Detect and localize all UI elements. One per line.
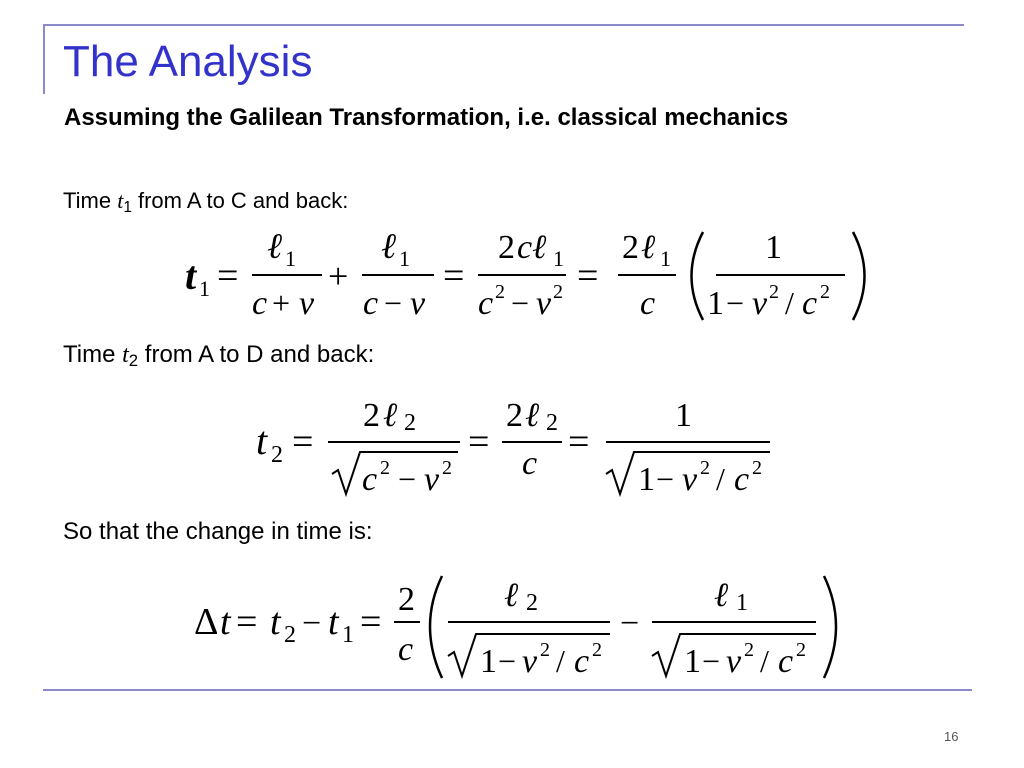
svg-text:ℓ: ℓ — [267, 226, 282, 266]
svg-text:v: v — [410, 285, 426, 322]
svg-text:c: c — [363, 285, 379, 322]
page-number: 16 — [944, 729, 959, 744]
svg-text:−: − — [398, 461, 417, 497]
svg-text:1: 1 — [660, 246, 671, 271]
svg-text:−: − — [302, 605, 322, 642]
svg-text:−: − — [620, 605, 640, 642]
svg-text:+: + — [272, 285, 291, 321]
svg-text:=: = — [443, 255, 465, 297]
svg-text:+: + — [328, 256, 349, 296]
svg-text:2: 2 — [592, 639, 602, 661]
svg-text:c: c — [802, 285, 818, 322]
svg-text:−: − — [726, 285, 745, 321]
equation-t1-svg — [180, 226, 870, 326]
svg-text:−: − — [498, 643, 517, 679]
svg-text:−: − — [656, 461, 675, 497]
svg-text:c: c — [362, 461, 378, 498]
svg-text:−: − — [511, 285, 530, 321]
svg-text:ℓ: ℓ — [641, 229, 656, 266]
svg-text:1: 1 — [285, 246, 296, 271]
svg-text:2: 2 — [363, 397, 380, 434]
svg-text:1: 1 — [342, 622, 354, 648]
svg-text:c: c — [522, 445, 538, 482]
svg-text:v: v — [299, 285, 315, 322]
svg-text:2: 2 — [271, 442, 283, 468]
svg-text:t: t — [328, 601, 339, 643]
svg-text:/: / — [785, 285, 794, 321]
svg-text:−: − — [384, 285, 403, 321]
time-t2-label: Time $t_2$ from A to D and back: — [63, 341, 375, 371]
svg-text:1: 1 — [399, 246, 410, 271]
svg-text:=: = — [468, 421, 490, 463]
svg-text:2: 2 — [769, 281, 779, 303]
svg-text:/: / — [556, 643, 565, 679]
svg-text:2: 2 — [622, 229, 639, 266]
svg-text:2: 2 — [752, 457, 762, 479]
svg-text:ℓ: ℓ — [525, 397, 540, 434]
svg-text:ℓ: ℓ — [381, 226, 396, 266]
svg-text:v: v — [522, 643, 538, 680]
change-in-time-label: So that the change in time is: — [63, 518, 373, 545]
svg-text:2: 2 — [495, 281, 505, 303]
svg-text:1: 1 — [684, 643, 701, 680]
svg-text:2: 2 — [546, 410, 558, 436]
frame-top-rule — [43, 24, 964, 26]
svg-text:ℓ: ℓ — [714, 577, 729, 614]
svg-text:2: 2 — [526, 590, 538, 616]
svg-text:/: / — [716, 461, 725, 497]
svg-text:t: t — [185, 253, 197, 298]
svg-text:=: = — [568, 421, 590, 463]
svg-text:v: v — [682, 461, 698, 498]
svg-text:c: c — [640, 285, 656, 322]
svg-text:2: 2 — [553, 281, 563, 303]
svg-text:t: t — [220, 601, 231, 643]
svg-text:−: − — [702, 643, 721, 679]
equation-t1 — [180, 226, 870, 331]
svg-text:=: = — [292, 421, 314, 463]
svg-text:1: 1 — [736, 590, 748, 616]
svg-text:1: 1 — [553, 246, 564, 271]
svg-text:c: c — [778, 643, 794, 680]
svg-text:2: 2 — [700, 457, 710, 479]
svg-text:1: 1 — [638, 461, 655, 498]
svg-text:Δ: Δ — [194, 601, 219, 643]
svg-text:2: 2 — [540, 639, 550, 661]
frame-left-rule — [43, 24, 45, 94]
svg-text:v: v — [424, 461, 440, 498]
svg-text:2: 2 — [796, 639, 806, 661]
equation-t2 — [250, 394, 790, 504]
svg-text:=: = — [360, 601, 382, 643]
svg-text:v: v — [536, 285, 552, 322]
svg-text:2: 2 — [398, 581, 415, 618]
svg-text:t: t — [256, 418, 268, 463]
svg-text:2: 2 — [380, 457, 390, 479]
svg-text:ℓ: ℓ — [383, 397, 398, 434]
equation-delta-t-svg — [192, 570, 852, 685]
svg-text:=: = — [577, 255, 599, 297]
svg-text:/: / — [760, 643, 769, 679]
svg-text:1: 1 — [199, 276, 210, 301]
time-t1-label: Time $t_1$ from A to C and back: — [63, 188, 349, 216]
svg-text:1: 1 — [765, 229, 782, 266]
svg-text:2: 2 — [498, 229, 515, 266]
svg-text:2: 2 — [404, 410, 416, 436]
svg-text:c: c — [398, 631, 414, 668]
svg-text:2: 2 — [744, 639, 754, 661]
svg-text:1: 1 — [707, 285, 724, 322]
svg-text:2: 2 — [820, 281, 830, 303]
equation-delta-t — [192, 570, 852, 690]
svg-text:ℓ: ℓ — [504, 577, 519, 614]
svg-text:v: v — [726, 643, 742, 680]
svg-text:2: 2 — [442, 457, 452, 479]
svg-text:=: = — [236, 601, 258, 643]
svg-text:2: 2 — [284, 622, 296, 648]
svg-text:1: 1 — [675, 397, 692, 434]
svg-text:t: t — [270, 601, 281, 643]
svg-text:c: c — [478, 285, 494, 322]
svg-text:2: 2 — [506, 397, 523, 434]
svg-text:1: 1 — [480, 643, 497, 680]
svg-text:c: c — [574, 643, 590, 680]
svg-text:cℓ: cℓ — [517, 229, 547, 266]
svg-text:v: v — [752, 285, 768, 322]
slide-subtitle: Assuming the Galilean Transformation, i.e. classical mechanics — [64, 104, 789, 131]
svg-text:c: c — [734, 461, 750, 498]
equation-t2-svg — [250, 394, 790, 499]
svg-text:c: c — [252, 285, 268, 322]
svg-text:=: = — [217, 255, 239, 297]
slide-title: The Analysis — [63, 37, 313, 86]
